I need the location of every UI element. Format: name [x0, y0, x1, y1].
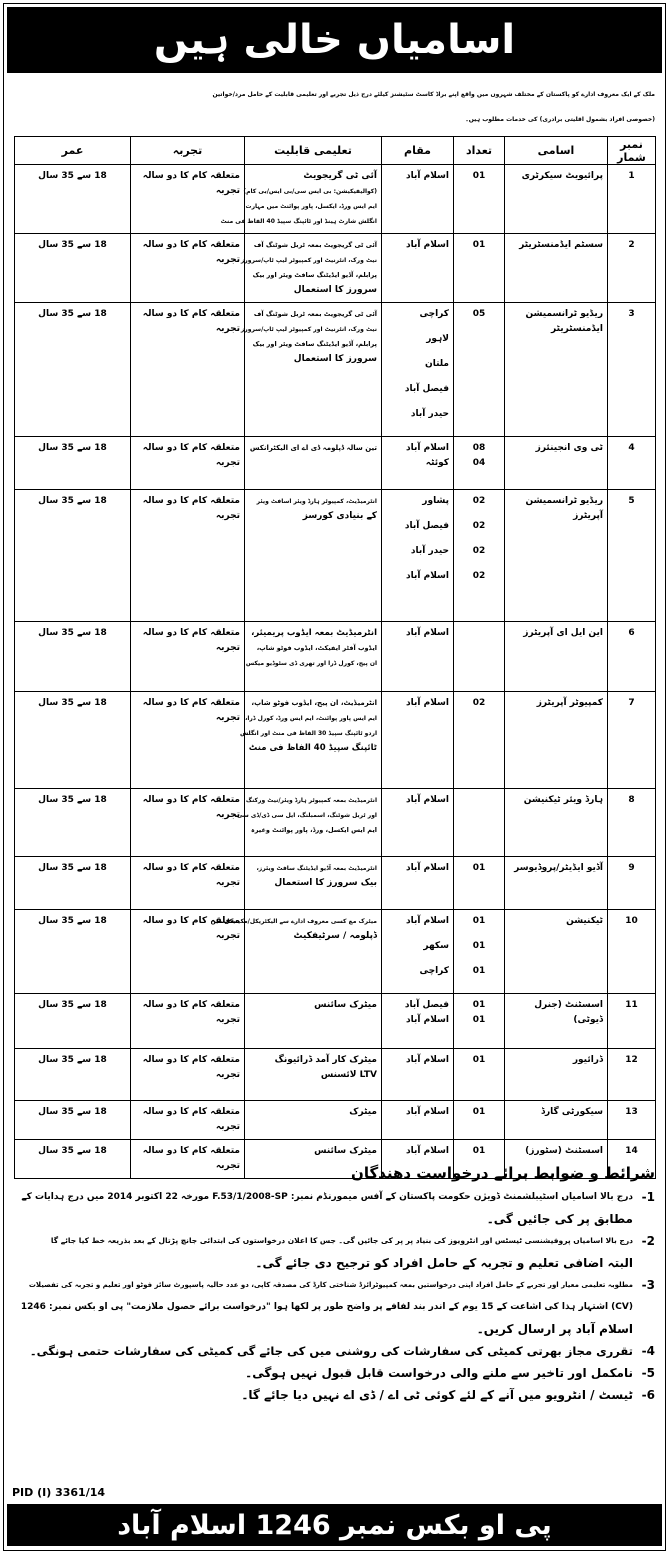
intro-line-2: (خصوصی افراد بشمول اقلیتی برادری) کی خدمات مطلوب ہیں۔ [465, 116, 655, 123]
cell-qualification-line: سرورز کا استعمال [293, 285, 377, 295]
intro-line-1: ملک کے ایک معروف ادارے کو پاکستان کے مختلف شہروں میں واقع اپنے براڈ کاسٹ سٹیشنز کیلئے درج ذیل تجربے اور تعلیمی قابلیت کے حامل مرد/خواتین [212, 91, 655, 98]
term-number: -3 [641, 1278, 655, 1292]
cell-count-line: 02 [472, 546, 486, 556]
term-line: اسلام آباد پر ارسال کریں۔ [476, 1322, 633, 1336]
cell-count [454, 234, 505, 303]
cell-qualification-line: انٹرمیڈیٹ بمعہ کمپیوٹر ہارڈ ویئر/نیٹ ورکنگ [245, 797, 377, 804]
cell-experience: متعلقہ کام کا دو سالہ تجربہ [131, 1140, 245, 1179]
cell-qualification-line: ایم ایس پاور پوائنٹ، ایم ایس ورڈ، کورل ڈرا، [245, 715, 377, 722]
cell-place [382, 692, 454, 789]
cell-post: اسسٹنٹ (جنرل ڈیوٹی) [505, 994, 608, 1049]
cell-place-line: اسلام آباد [406, 171, 449, 181]
cell-age: 18 سے 35 سال [15, 303, 131, 437]
cell-age: 18 سے 35 سال [15, 789, 131, 857]
cell-qualification-line: آئی ٹی گریجویٹ [303, 171, 377, 181]
cell-count-line: 01 [472, 966, 486, 976]
cell-count [454, 1101, 505, 1140]
table-row [15, 994, 656, 1049]
cell-count [454, 165, 505, 234]
cell-qualification-line: انٹرمیڈیٹ، ان پیج، ایڈوب فوٹو شاپ، [251, 699, 377, 707]
table-row [15, 692, 656, 789]
cell-post: کمپیوٹر آپریٹرز [505, 692, 608, 789]
cell-qualification [240, 234, 382, 303]
cell-qualification-line: (کوالیفیکیشن: بی ایس سی/بی ایس/بی کام) [243, 188, 377, 195]
cell-qualification-line: پرابلم، آڈیو ایڈیٹنگ سافٹ ویئر اور بیک [252, 271, 377, 279]
cell-qualification-line: میٹرک سائنس [314, 1000, 377, 1010]
cell-age: 18 سے 35 سال [15, 490, 131, 622]
header-no: نمبر شمار [608, 137, 656, 165]
cell-qualification-line: میٹرک [349, 1107, 377, 1117]
cell-qualification [245, 857, 382, 910]
cell-experience: متعلقہ کام کا دو سالہ تجربہ [131, 910, 245, 994]
cell-qualification-line: ڈپلومہ / سرٹیفکیٹ [293, 931, 377, 941]
cell-place-line: اسلام آباد [406, 1015, 449, 1025]
cell-experience: متعلقہ کام کا دو سالہ تجربہ [131, 1101, 245, 1140]
term-line: البتہ اضافی تعلیم و تجربہ کے حامل افراد کو ترجیح دی جائے گی۔ [255, 1256, 633, 1270]
cell-qualification-line: تین سالہ ڈپلومہ ڈی اے ای الیکٹرانکس [249, 444, 377, 452]
cell-qualification [220, 165, 382, 234]
cell-place-line: پشاور [422, 496, 449, 506]
cell-place-line: کراچی [419, 966, 449, 976]
page-title: اسامیاں خالی ہیں [7, 7, 662, 73]
cell-no: 1 [608, 165, 656, 234]
cell-place [382, 994, 454, 1049]
cell-place [382, 303, 454, 437]
term-number: -6 [641, 1388, 655, 1402]
cell-qualification-line: ان پیج، کورل ڈرا اور تھری ڈی سٹوڈیو میکس [245, 660, 377, 667]
table-row [15, 622, 656, 692]
cell-count [454, 437, 505, 490]
cell-post: ریڈیو ٹرانسمیشن ایڈمنسٹریٹر [505, 303, 608, 437]
cell-qualification [245, 1049, 382, 1101]
cell-qualification [210, 910, 382, 994]
table-row [15, 165, 656, 234]
term-item [14, 1230, 655, 1274]
cell-qualification [245, 1101, 382, 1140]
cell-count-line: 04 [472, 458, 486, 468]
header-count: تعداد [454, 137, 505, 165]
cell-count [454, 622, 505, 692]
cell-place-line: اسلام آباد [406, 863, 449, 873]
cell-count-line: 01 [472, 916, 486, 926]
cell-place [382, 490, 454, 622]
cell-qualification-line: پرابلم، آڈیو ایڈیٹنگ سافٹ ویئر اور بیک [252, 340, 377, 348]
cell-no: 9 [608, 857, 656, 910]
cell-experience: متعلقہ کام کا دو سالہ تجربہ [131, 789, 245, 857]
cell-count [454, 1049, 505, 1101]
cell-place-line: اسلام آباد [406, 795, 449, 805]
term-line: درج بالا اسامیاں پروفیشنسی ٹیسٹس اور انٹرویوز کی بنیاد پر پر کی جائیں گی۔ جس کا اعلان درخواستوں کی ابتدائی جانچ پڑتال کے بعد بذریعہ خط کیا جائے گا [50, 1236, 633, 1245]
cell-place-line: ملتان [425, 359, 449, 369]
cell-no: 2 [608, 234, 656, 303]
cell-no: 11 [608, 994, 656, 1049]
cell-place-line: کوئٹہ [425, 458, 449, 468]
terms-section [14, 1160, 655, 1406]
cell-age: 18 سے 35 سال [15, 437, 131, 490]
cell-qualification-line: ٹائپنگ سپیڈ 40 الفاظ فی منٹ [248, 743, 377, 753]
term-line: تقرری مجاز بھرتی کمیٹی کی سفارشات کی روشنی میں کی جائے گی کمیٹی کی سفارشات حتمی ہونگی۔ [29, 1344, 633, 1358]
cell-age: 18 سے 35 سال [15, 994, 131, 1049]
table-row [15, 857, 656, 910]
cell-count-line: 01 [472, 1107, 486, 1117]
cell-experience: متعلقہ کام کا دو سالہ تجربہ [131, 165, 245, 234]
term-item [14, 1340, 655, 1362]
cell-post: پرائیویٹ سیکرٹری [505, 165, 608, 234]
cell-place-line: اسلام آباد [406, 443, 449, 453]
cell-qualification [234, 789, 382, 857]
cell-no: 14 [608, 1140, 656, 1179]
table-row [15, 437, 656, 490]
cell-qualification-line: نیٹ ورک، انٹرنیٹ اور کمپیوٹر لیپ ٹاپ/سرورز [240, 326, 377, 333]
cell-experience: متعلقہ کام کا دو سالہ تجربہ [131, 857, 245, 910]
header-place: مقام [382, 137, 454, 165]
cell-age: 18 سے 35 سال [15, 234, 131, 303]
cell-place-line: اسلام آباد [406, 628, 449, 638]
cell-place [382, 1049, 454, 1101]
cell-place [382, 1101, 454, 1140]
vacancies-table [14, 136, 656, 1179]
cell-place-line: اسلام آباد [406, 240, 449, 250]
cell-qualification-line: آئی ٹی گریجویٹ بمعہ ٹربل شوٹنگ آف [253, 310, 377, 318]
cell-post: ریڈیو ٹرانسمیشن آپریٹرز [505, 490, 608, 622]
term-line: مطابق پر کی جائیں گی۔ [486, 1212, 633, 1226]
cell-age: 18 سے 35 سال [15, 165, 131, 234]
cell-post: ٹی وی انجینئرز [505, 437, 608, 490]
cell-qualification-line: میٹرک مع کسی معروف ادارے سے الیکٹریکل/مکینیکل میں [210, 918, 377, 925]
cell-no: 6 [608, 622, 656, 692]
cell-post: سسٹم ایڈمنسٹریٹر [505, 234, 608, 303]
cell-place-line: حیدر آباد [410, 409, 449, 419]
cell-age: 18 سے 35 سال [15, 692, 131, 789]
cell-count-line: 01 [472, 941, 486, 951]
cell-count-line: 05 [472, 309, 486, 319]
cell-qualification-line: میٹرک کار آمد ڈرائیونگ [274, 1055, 377, 1065]
cell-place-line: اسلام آباد [406, 1055, 449, 1065]
cell-qualification [245, 994, 382, 1049]
term-number: -4 [641, 1344, 655, 1358]
cell-qualification-line: نیٹ ورک، انٹرنیٹ اور کمپیوٹر لیپ ٹاپ/سرورز [240, 257, 377, 264]
cell-post: اسسٹنٹ (سٹورز) [505, 1140, 608, 1179]
term-line: نامکمل اور تاخیر سے ملنے والی درخواست قابل قبول نہیں ہوگی۔ [245, 1366, 633, 1380]
term-item [14, 1384, 655, 1406]
cell-qualification-line: آئی ٹی گریجویٹ بمعہ ٹربل شوٹنگ آف [253, 241, 377, 249]
cell-count-line: 01 [472, 240, 486, 250]
cell-qualification-line: انٹرمیڈیٹ بمعہ ایڈوب پریمیئر، [251, 628, 377, 638]
cell-place [382, 622, 454, 692]
cell-place [382, 857, 454, 910]
cell-qualification-line: میٹرک سائنس [314, 1146, 377, 1156]
table-row [15, 1049, 656, 1101]
table-row [15, 1101, 656, 1140]
term-line: (CV) اشتہار ہذا کی اشاعت کے 15 یوم کے اندر بند لفافے پر واضح طور پر لکھا ہوا "درخواست برائے حصول ملازمت" پی او بکس نمبر: 1246 [20, 1302, 633, 1312]
term-line: درج بالا اسامیاں اسٹیبلشمنٹ ڈویژن حکومت پاکستان کے آفس میمورنڈم نمبر: F.53/1/2008-SP مورخہ 22 اکتوبر 2014 میں درج ہدایات کے [21, 1192, 633, 1202]
cell-qualification-line: انٹرمیڈیٹ بمعہ آڈیو ایڈیٹنگ سافٹ ویئرز، [256, 865, 377, 872]
cell-count-line: 02 [472, 496, 486, 506]
pid-code: PID (I) 3361/14 [12, 1486, 106, 1499]
cell-qualification-line: اور ٹربل شوٹنگ، اسمبلنگ، ایل سی ڈی/ڈی سی، [234, 812, 377, 819]
cell-qualification-line: کے بنیادی کورسز [302, 511, 377, 521]
table-row [15, 490, 656, 622]
cell-no: 8 [608, 789, 656, 857]
cell-qualification-line: LTV لائسنس [320, 1070, 377, 1080]
cell-qualification-line: ایڈوب آفٹر ایفیکٹ، ایڈوب فوٹو شاپ، [256, 644, 377, 652]
cell-no: 3 [608, 303, 656, 437]
cell-count [454, 994, 505, 1049]
cell-count-line: 01 [472, 1146, 486, 1156]
table-row [15, 234, 656, 303]
cell-age: 18 سے 35 سال [15, 1049, 131, 1101]
cell-count [454, 789, 505, 857]
cell-count-line: 01 [472, 1015, 486, 1025]
cell-post: ہارڈ ویئر ٹیکنیشن [505, 789, 608, 857]
cell-qualification-line: اردو ٹائپنگ سپیڈ 30 الفاظ فی منٹ اور انگلش [239, 730, 377, 737]
table-row [15, 789, 656, 857]
cell-place-line: فیصل آباد [404, 1000, 449, 1010]
cell-count-line: 01 [472, 1055, 486, 1065]
cell-post: آڈیو ایڈیٹر/پروڈیوسر [505, 857, 608, 910]
term-number: -5 [641, 1366, 655, 1380]
cell-count-line: 01 [472, 1000, 486, 1010]
cell-place-line: فیصل آباد [404, 384, 449, 394]
table-row [15, 910, 656, 994]
cell-count-line: 02 [472, 521, 486, 531]
cell-place-line: لاہور [426, 334, 449, 344]
cell-qualification-line: ایم ایس ایکسل، ورڈ، پاور پوائنٹ وغیرہ [250, 826, 377, 834]
cell-place-line: سکھر [423, 941, 449, 951]
cell-qualification-line: ایم ایس ورڈ، ایکسل، پاور پوائنٹ میں مہارت [245, 203, 377, 210]
cell-place [382, 910, 454, 994]
cell-qualification-line: انگلش شارٹ ہینڈ اور ٹائپنگ سپیڈ 40 الفاظ فی منٹ [220, 218, 377, 225]
term-number: -1 [641, 1190, 655, 1204]
cell-count-line: 02 [472, 698, 486, 708]
header-experience: تجربہ [131, 137, 245, 165]
header-post: اسامی [505, 137, 608, 165]
cell-place-line: اسلام آباد [406, 698, 449, 708]
cell-place-line: فیصل آباد [404, 521, 449, 531]
term-item [14, 1274, 655, 1340]
cell-place [382, 234, 454, 303]
cell-count-line: 01 [472, 171, 486, 181]
cell-post: ڈرائیور [505, 1049, 608, 1101]
cell-experience: متعلقہ کام کا دو سالہ تجربہ [131, 1049, 245, 1101]
cell-place [382, 789, 454, 857]
cell-place [382, 165, 454, 234]
term-number: -2 [641, 1234, 655, 1248]
cell-post: ٹیکنیشن [505, 910, 608, 994]
term-line: مطلوبہ تعلیمی معیار اور تجربے کے حامل افراد اپنی درخواستیں بمعہ کمپیوٹرائزڈ شناختی کارڈ کی مصدقہ کاپی، دو عدد حالیہ پاسپورٹ سائز فوٹو اور تعلیم و تجربہ کی تفصیلات [28, 1281, 633, 1289]
cell-post: این ایل ای آپریٹرز [505, 622, 608, 692]
header-age: عمر [15, 137, 131, 165]
cell-place-line: اسلام آباد [406, 571, 449, 581]
cell-qualification-line: سرورز کا استعمال [293, 354, 377, 364]
cell-qualification-line: بیک سرورز کا استعمال [274, 878, 377, 888]
cell-qualification [245, 437, 382, 490]
term-item [14, 1362, 655, 1384]
cell-experience: متعلقہ کام کا دو سالہ تجربہ [131, 234, 245, 303]
cell-count [454, 692, 505, 789]
term-line: ٹیسٹ / انٹرویو میں آنے کے لئے کوئی ٹی اے / ڈی اے نہیں دیا جائے گا۔ [241, 1388, 633, 1402]
cell-no: 10 [608, 910, 656, 994]
terms-title: شرائط و ضوابط برائے درخواست دھندگان [351, 1164, 655, 1182]
cell-age: 18 سے 35 سال [15, 1101, 131, 1140]
cell-no: 12 [608, 1049, 656, 1101]
cell-place-line: اسلام آباد [406, 1107, 449, 1117]
cell-no: 5 [608, 490, 656, 622]
header-qualification: تعلیمی قابلیت [245, 137, 382, 165]
cell-count-line: 02 [472, 571, 486, 581]
cell-count-line: 08 [472, 443, 486, 453]
cell-qualification [239, 692, 382, 789]
cell-count [454, 910, 505, 994]
cell-place-line: اسلام آباد [406, 916, 449, 926]
cell-experience: متعلقہ کام کا دو سالہ تجربہ [131, 622, 245, 692]
cell-place-line: کراچی [419, 309, 449, 319]
cell-qualification-line: انٹرمیڈیٹ، کمپیوٹر ہارڈ ویئر اسافٹ ویئر [256, 498, 377, 505]
cell-no: 13 [608, 1101, 656, 1140]
cell-place-line: اسلام آباد [406, 1146, 449, 1156]
cell-experience: متعلقہ کام کا دو سالہ تجربہ [131, 692, 245, 789]
cell-post: سیکورٹی گارڈ [505, 1101, 608, 1140]
cell-count [454, 490, 505, 622]
cell-age: 18 سے 35 سال [15, 622, 131, 692]
cell-age: 18 سے 35 سال [15, 857, 131, 910]
term-item [14, 1186, 655, 1230]
table-row [15, 303, 656, 437]
cell-experience: متعلقہ کام کا دو سالہ تجربہ [131, 303, 245, 437]
table-header-row [15, 137, 656, 165]
cell-experience: متعلقہ کام کا دو سالہ تجربہ [131, 437, 245, 490]
cell-count [454, 857, 505, 910]
cell-no: 7 [608, 692, 656, 789]
footer-address: پی او بکس نمبر 1246 اسلام آباد [7, 1504, 662, 1546]
cell-no: 4 [608, 437, 656, 490]
cell-experience: متعلقہ کام کا دو سالہ تجربہ [131, 490, 245, 622]
cell-place-line: حیدر آباد [410, 546, 449, 556]
cell-count-line: 01 [472, 863, 486, 873]
cell-count [454, 303, 505, 437]
cell-qualification [240, 303, 382, 437]
cell-qualification [245, 490, 382, 622]
intro-text [14, 82, 655, 132]
cell-qualification [245, 622, 382, 692]
cell-age: 18 سے 35 سال [15, 910, 131, 994]
cell-place [382, 437, 454, 490]
cell-experience: متعلقہ کام کا دو سالہ تجربہ [131, 994, 245, 1049]
cell-age: 18 سے 35 سال [15, 1140, 131, 1179]
